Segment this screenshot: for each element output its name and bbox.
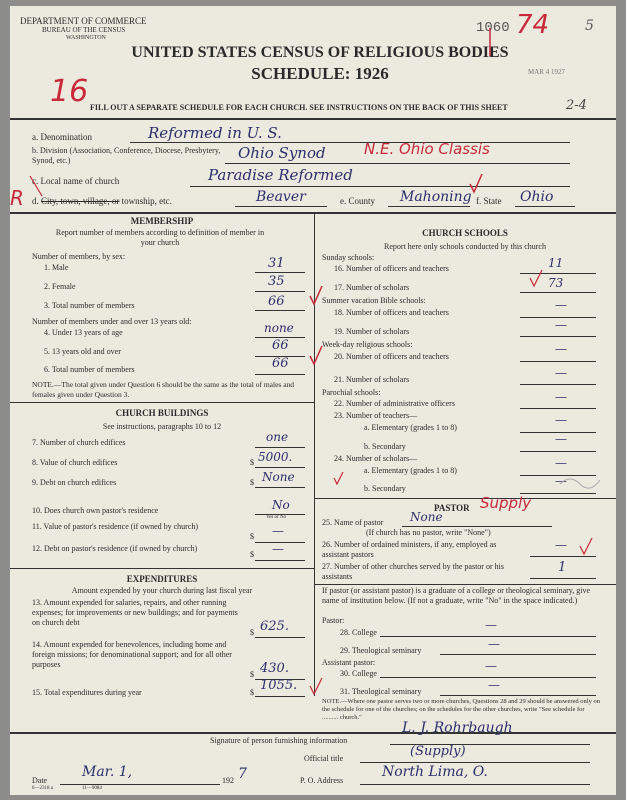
township-label: d. City, town, village, or township, etc. <box>32 196 172 206</box>
q16-value: 11 <box>548 256 564 270</box>
denomination-label: a. Denomination <box>32 132 92 142</box>
schools-subheading: Report here only schools conducted by this church <box>384 242 546 251</box>
q4-value: none <box>264 321 294 335</box>
q13-value: 625. <box>260 619 289 634</box>
q6-check-mark <box>310 346 322 364</box>
q24a-value: — <box>555 456 567 470</box>
q7-label: 7. Number of church edifices <box>32 438 126 447</box>
schedule-title: SCHEDULE: 1926 <box>251 64 389 83</box>
annotation-marks <box>10 6 616 795</box>
q8-value: 5000. <box>258 450 293 464</box>
q7-value: one <box>266 430 289 444</box>
q14-label: 14. Amount expended for benevolences, including home and foreign missions; for denominational support; and for all other purposes <box>32 640 232 669</box>
official-title-label: Official title <box>304 754 344 763</box>
q17-check-mark <box>530 270 542 286</box>
pencil-mark-right: 2-4 <box>566 98 587 113</box>
q15-label: 15. Total expenditures during year <box>32 688 142 697</box>
age-label: Number of members under and over 13 years old: <box>32 317 192 326</box>
q10-value: No <box>272 498 290 512</box>
q15-dollar: $ <box>250 688 254 697</box>
stamp-number: 1060 <box>476 20 510 36</box>
pastor-supply-annotation: Supply <box>480 494 532 512</box>
q18-label: 18. Number of officers and teachers <box>334 308 449 317</box>
q23-label: 23. Number of teachers— <box>334 411 418 420</box>
q17-label: 17. Number of scholars <box>334 283 410 292</box>
local-name-value: Paradise Reformed <box>208 166 353 184</box>
buildings-subheading: See instructions, paragraphs 10 to 12 <box>102 422 222 431</box>
denomination-value: Reformed in U. S. <box>148 124 282 142</box>
q18-value: — <box>555 298 567 312</box>
q28-value: — <box>485 618 497 632</box>
q27-value: 1 <box>558 560 567 575</box>
q26-value: — <box>555 538 567 552</box>
q1-label: 1. Male <box>44 263 69 272</box>
local-name-label: c. Local name of church <box>32 176 120 186</box>
expenditures-heading: EXPENDITURES <box>126 574 198 584</box>
q31-value: — <box>488 678 500 692</box>
q24b-value: — <box>555 474 567 488</box>
bureau-label: BUREAU OF THE CENSUS <box>42 26 126 34</box>
pastor-heading: PASTOR <box>434 503 470 513</box>
membership-heading: MEMBERSHIP <box>130 216 194 226</box>
q9-value: None <box>262 470 295 484</box>
q21-value: — <box>555 366 567 380</box>
graduate-note: If pastor (or assistant pastor) is a graduate of a college or theological seminary, give name of institution below. (If not a graduate, write "No" in the space indicated.) <box>322 586 591 605</box>
q25-label: 25. Name of pastor <box>322 518 384 527</box>
department-label: DEPARTMENT OF COMMERCE <box>20 16 147 26</box>
q2-label: 2. Female <box>44 282 76 291</box>
red-number-annotation: 74 <box>516 10 550 40</box>
q10-label: 10. Does church own pastor's residence <box>32 506 159 515</box>
q25-hint: (If church has no pastor, write "None") <box>366 528 491 537</box>
buildings-heading: CHURCH BUILDINGS <box>115 408 209 418</box>
q12-label: 12. Debt on pastor's residence (if owned by church) <box>32 544 198 553</box>
signature-label: Signature of person furnishing information <box>210 736 348 745</box>
q28-label: 28. College <box>340 628 377 637</box>
q9-label: 9. Debt on church edifices <box>32 478 117 487</box>
q11-dollar: $ <box>250 532 254 541</box>
q12-dollar: $ <box>250 550 254 559</box>
q23a-value: — <box>555 413 567 427</box>
weekday-label: Week-day religious schools: <box>322 340 413 349</box>
q6-value: 66 <box>272 356 289 371</box>
form-number: 6—2318 a <box>32 786 53 791</box>
q6-label: 6. Total number of members <box>44 365 135 374</box>
red-margin-mark: R <box>10 186 24 210</box>
po-address-label: P. O. Address <box>300 776 344 785</box>
division-value: Ohio Synod <box>238 144 326 162</box>
city-label: WASHINGTON <box>66 35 106 41</box>
q21-label: 21. Number of scholars <box>334 375 410 384</box>
pastor-sub-label: Pastor: <box>322 616 345 625</box>
q14-value: 430. <box>260 661 289 676</box>
pencil-scribble <box>560 479 600 488</box>
q26-label: 26. Number of ordained ministers, if any, employed as assistant pastors <box>322 540 497 559</box>
q24-label: 24. Number of scholars— <box>334 454 418 463</box>
state-label: f. State <box>476 196 502 206</box>
q20-label: 20. Number of officers and teachers <box>334 352 449 361</box>
pastor-note: NOTE.—Where one pastor serves two or more churches, Questions 28 and 29 should be answered only on the schedule for one of the churches; on the schedules for the other churches, write "See schedule for .......... church." <box>322 698 600 721</box>
division-label: b. Division (Association, Conference, Diocese, Presbytery, Synod, etc.) <box>32 146 221 165</box>
q5-label: 5. 13 years old and over <box>44 347 121 356</box>
print-code: 11—9084 <box>82 786 102 791</box>
q30-value: — <box>485 659 497 673</box>
parochial-label: Parochial schools: <box>322 388 381 397</box>
schools-heading: CHURCH SCHOOLS <box>422 228 508 238</box>
q16-label: 16. Number of officers and teachers <box>334 264 449 273</box>
instruction-line: FILL OUT A SEPARATE SCHEDULE FOR EACH CHURCH. SEE INSTRUCTIONS ON THE BACK OF THIS SHEET <box>90 103 508 112</box>
q24b-label: b. Secondary <box>364 484 406 493</box>
q23b-value: — <box>555 432 567 446</box>
q27-check-mark <box>580 538 592 554</box>
q10-hint: Yes or No <box>266 515 287 520</box>
date-value: Mar. 1, <box>82 764 133 780</box>
q31-label: 31. Theological seminary <box>340 687 422 696</box>
q14-dollar: $ <box>250 670 254 679</box>
year-prefix: 192 <box>222 776 234 785</box>
q23a-label: a. Elementary (grades 1 to 8) <box>364 423 457 432</box>
q15-value: 1055. <box>260 678 298 693</box>
q13-dollar: $ <box>250 628 254 637</box>
q29-value: — <box>488 637 500 651</box>
membership-subheading: Report number of members according to definition of member in your church <box>55 228 265 247</box>
county-check-mark <box>470 174 482 192</box>
q27-label: 27. Number of other churches served by the pastor or his assistants <box>322 562 504 581</box>
pencil-mark-top: 5 <box>585 18 594 34</box>
q3-check-mark <box>310 286 322 304</box>
q19-value: — <box>555 318 567 332</box>
form-title: UNITED STATES CENSUS OF RELIGIOUS BODIES <box>131 44 509 61</box>
expenditures-subheading: Amount expended by your church during last fiscal year <box>71 586 253 595</box>
census-schedule-page <box>10 6 616 795</box>
q3-label: 3. Total number of members <box>44 301 135 310</box>
q1-value: 31 <box>268 256 285 271</box>
q24a-label: a. Elementary (grades 1 to 8) <box>364 466 457 475</box>
margin-stroke <box>30 176 42 196</box>
summer-label: Summer vacation Bible schools: <box>322 296 426 305</box>
q30-label: 30. College <box>340 669 377 678</box>
q25-value: None <box>410 510 443 524</box>
q29-label: 29. Theological seminary <box>340 646 422 655</box>
q13-label: 13. Amount expended for salaries, repairs, and other running expenses; for improvements or new buildings; and for payments on church debt <box>32 598 238 627</box>
q3-value: 66 <box>268 294 285 309</box>
q8-label: 8. Value of church edifices <box>32 458 118 467</box>
received-stamp: MAR 4 1927 <box>528 68 565 76</box>
membership-note: NOTE.—The total given under Question 6 should be the same as the total of males and females given under Question 3. <box>32 380 295 399</box>
q9-dollar: $ <box>250 478 254 487</box>
division-red-annotation: N.E. Ohio Classis <box>364 140 490 158</box>
sunday-label: Sunday schools: <box>322 253 375 262</box>
q5-value: 66 <box>272 338 289 353</box>
q11-label: 11. Value of pastor's residence (if owned by church) <box>32 522 199 531</box>
date-label: Date <box>32 776 48 785</box>
pastor-check-mark <box>334 472 343 484</box>
q22-label: 22. Number of administrative officers <box>334 399 455 408</box>
state-value: Ohio <box>520 189 554 205</box>
township-value: Beaver <box>256 189 306 205</box>
po-address-value: North Lima, O. <box>382 764 488 780</box>
signature-value: L. J. Rohrbaugh <box>402 720 513 736</box>
county-value: Mahoning <box>400 189 472 205</box>
q22-value: — <box>555 390 567 404</box>
q2-value: 35 <box>268 274 285 289</box>
county-label: e. County <box>340 196 375 206</box>
official-title-value: (Supply) <box>410 744 466 759</box>
q20-value: — <box>555 342 567 356</box>
q8-dollar: $ <box>250 458 254 467</box>
q4-label: 4. Under 13 years of age <box>44 328 123 337</box>
by-sex-label: Number of members, by sex: <box>32 252 126 261</box>
q19-label: 19. Number of scholars <box>334 327 410 336</box>
q23b-label: b. Secondary <box>364 442 406 451</box>
q11-value: — <box>272 524 284 538</box>
year-value: 7 <box>238 766 247 782</box>
red-annotation-16: 16 <box>50 74 89 109</box>
q17-value: 73 <box>548 276 564 290</box>
q15-check-mark <box>310 678 322 694</box>
assistant-sub-label: Assistant pastor: <box>322 658 376 667</box>
q12-value: — <box>272 542 284 556</box>
